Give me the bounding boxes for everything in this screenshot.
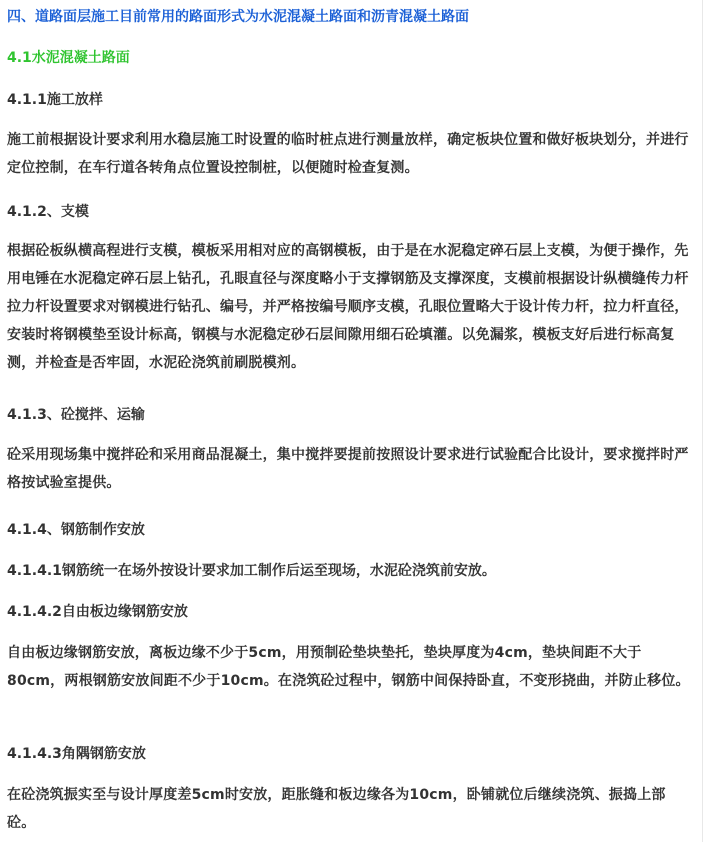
subsection-heading-4-1-1: 4.1.1施工放样 <box>7 92 103 108</box>
main-heading: 四、道路面层施工目前常用的路面形式为水泥混凝土路面和沥青混凝土路面 <box>7 9 469 25</box>
subsection-heading-4-1-4-3: 4.1.4.3角隅钢筋安放 <box>7 746 146 762</box>
section-heading: 4.1水泥混凝土路面 <box>7 50 130 66</box>
subsection-heading-4-1-3: 4.1.3、砼搅拌、运输 <box>7 407 145 423</box>
paragraph-4-1-4-3: 在砼浇筑振实至与设计厚度差5cm时安放，距胀缝和板边缘各为10cm，卧铺就位后继续浇筑、振捣上部砼。 <box>7 787 666 831</box>
subsection-heading-4-1-4-2: 4.1.4.2自由板边缘钢筋安放 <box>7 604 188 620</box>
paragraph-4-1-4-2: 自由板边缘钢筋安放，离板边缘不少于5cm，用预制砼垫块垫托，垫块厚度为4cm，垫块间距不大于80cm，两根钢筋安放间距不少于10cm。在浇筑砼过程中，钢筋中间保持卧直，不变形挠曲，并防止移位。 <box>7 645 690 689</box>
subsection-heading-4-1-4-1: 4.1.4.1钢筋统一在场外按设计要求加工制作后运至现场，水泥砼浇筑前安放。 <box>7 563 496 579</box>
paragraph-4-1-1: 施工前根据设计要求利用水稳层施工时设置的临时桩点进行测量放样，确定板块位置和做好板块划分，并进行定位控制，在车行道各转角点位置设控制桩，以便随时检查复测。 <box>7 132 689 176</box>
paragraph-4-1-3: 砼采用现场集中搅拌砼和采用商品混凝土，集中搅拌要提前按照设计要求进行试验配合比设计，要求搅拌时严格按试验室提供。 <box>7 447 689 491</box>
subsection-heading-4-1-4: 4.1.4、钢筋制作安放 <box>7 522 145 538</box>
paragraph-4-1-2: 根据砼板纵横高程进行支模，模板采用相对应的高钢模板，由于是在水泥稳定碎石层上支模，为便于操作，先用电锤在水泥稳定碎石层上钻孔，孔眼直径与深度略小于支撑钢筋及支撑深度，支模前根据设计纵横缝传力杆拉力杆设置要求对钢模进行钻孔、编号，并严格按编号顺序支模，孔眼位置略大于设计传力杆，拉力杆直径，安装时将钢模垫至设计标高，钢模与水泥稳定砂石层间隙用细石砼填灌。以免漏浆，模板支好后进行标高复测，并检查是否牢固，水泥砼浇筑前刷脱模剂。 <box>7 243 689 371</box>
subsection-heading-4-1-2: 4.1.2、支模 <box>7 204 89 220</box>
